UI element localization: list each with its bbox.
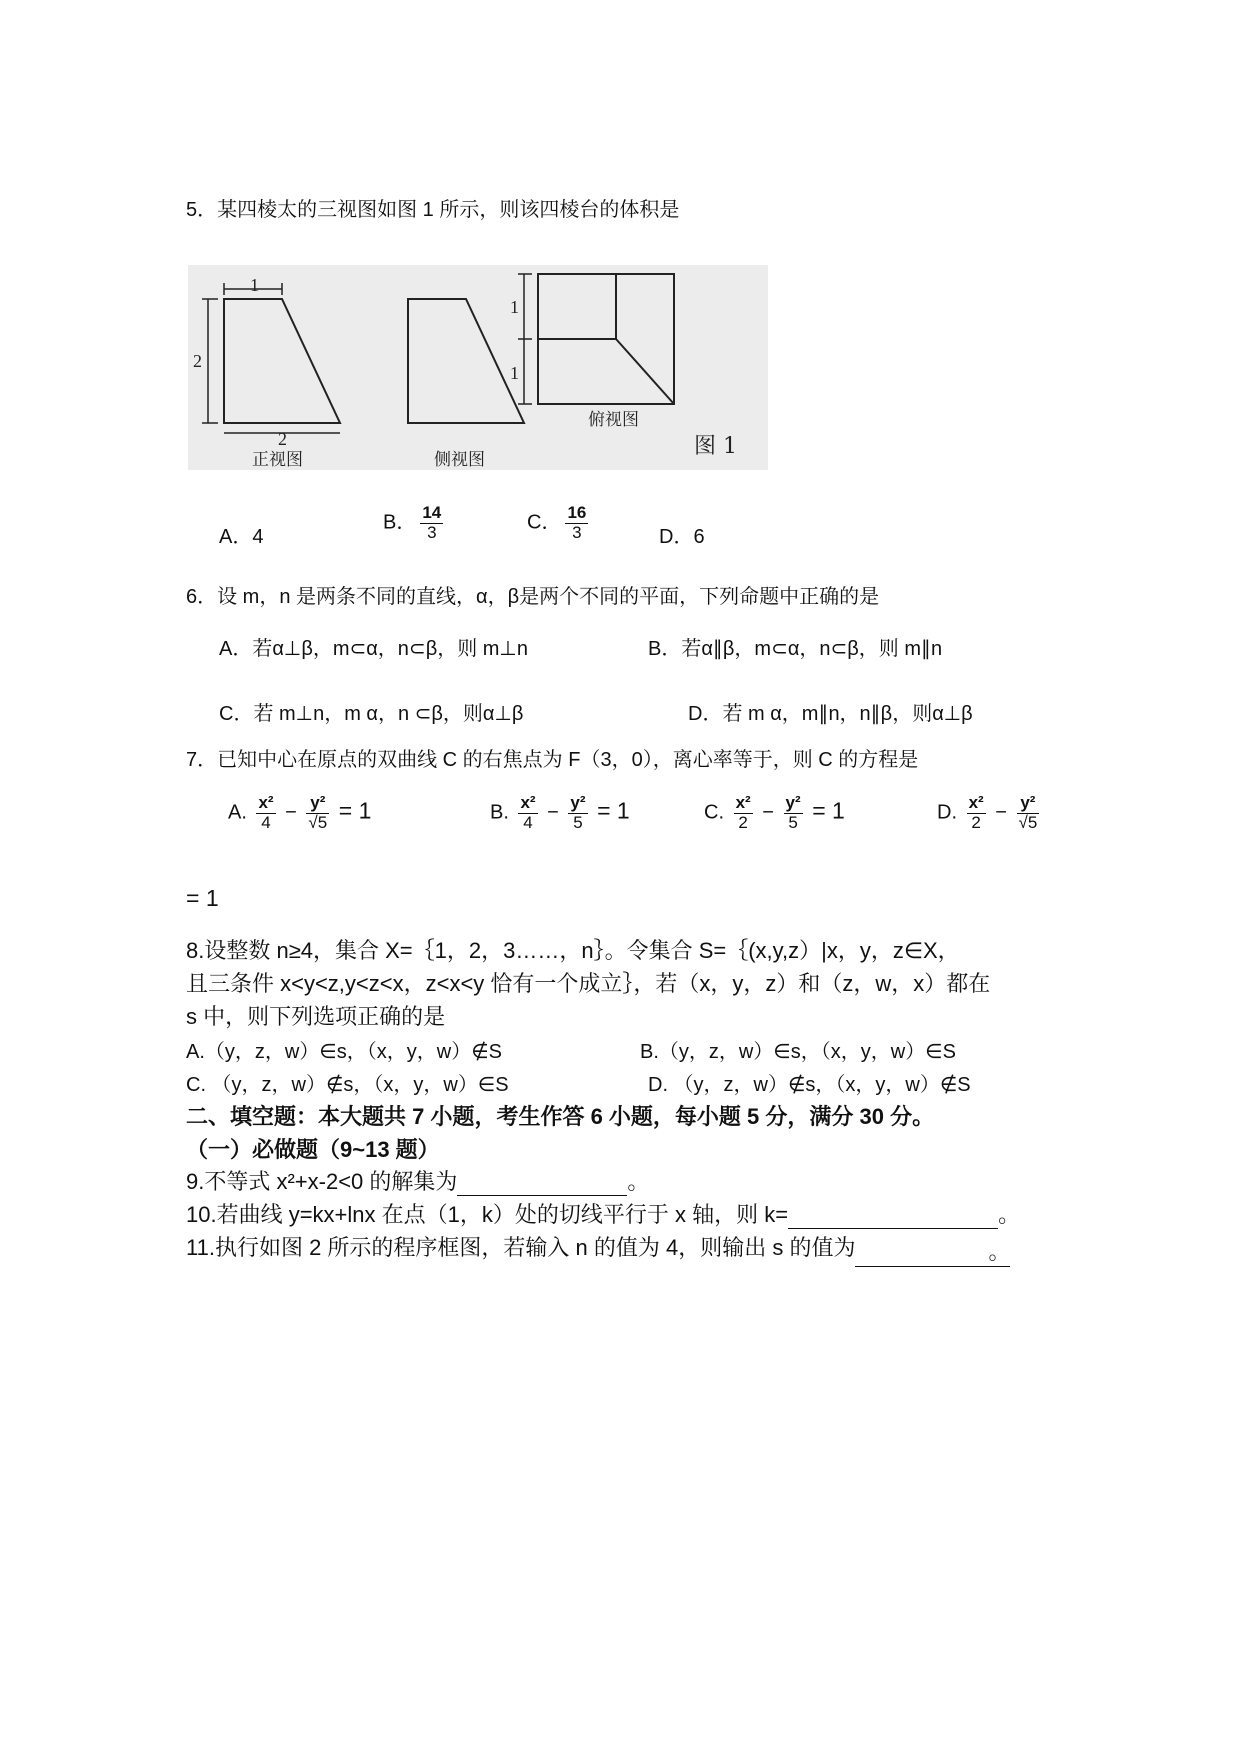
q8-option-a: A.（y，z，w）∈s，（x，y，w）∉S	[186, 1041, 502, 1063]
q8-line-1: 8.设整数 n≥4，集合 X=｛1，2，3……，n｝。令集合 S=｛(x,y,z）|x，y，z∈X，	[186, 938, 960, 963]
q7-option-d: D. $\frac{\text{x²}}{2}$ − $\frac{\text{y²}}{√5}$	[937, 793, 1038, 832]
q6-option-a: A．若α⊥β，m⊂α，n⊂β，则 m⊥n	[219, 638, 528, 660]
q8-line-3: s 中，则下列选项正确的是	[186, 1004, 446, 1029]
q6-option-d: D．若 m α，m∥n，n∥β，则α⊥β	[688, 703, 973, 725]
dim-left: 2	[193, 351, 202, 371]
section-2-title: 二、填空题：本大题共 7 小题，考生作答 6 小题，每小题 5 分，满分 30 分。	[186, 1104, 935, 1129]
dim-top: 1	[250, 275, 259, 295]
q5-option-a: A．4	[219, 526, 264, 548]
q6-option-b: B．若α∥β，m⊂α，n⊂β，则 m∥n	[648, 638, 943, 660]
side-view-label: 侧视图	[434, 450, 485, 470]
q5-option-c: C． $\frac{16}{3}$	[527, 503, 587, 542]
figure-number: 图 1	[694, 434, 737, 459]
q8-line-2: 且三条件 x<y<z,y<z<x，z<x<y 恰有一个成立｝，若（x，y，z）和（z，w，x）都在	[186, 971, 991, 996]
q7-option-d-tail: = 1	[186, 885, 219, 911]
q11-answer-blank[interactable]: 。	[855, 1235, 1010, 1267]
q7-option-b: B. $\frac{\text{x²}}{4}$ − $\frac{\text{y²}}{5}$ = 1	[490, 793, 630, 832]
top-view-label: 俯视图	[588, 410, 639, 430]
dim-right-lower: 1	[510, 363, 519, 383]
q5-stem: 5．某四棱太的三视图如图 1 所示，则该四棱台的体积是	[186, 199, 680, 221]
dim-bottom: 2	[278, 429, 287, 449]
q7-stem: 7．已知中心在原点的双曲线 C 的右焦点为 F（3，0），离心率等于，则 C 的方程是	[186, 749, 919, 771]
q9: 9.不等式 x²+x-2<0 的解集为 。	[186, 1169, 650, 1194]
q11: 11.执行如图 2 所示的程序框图，若输入 n 的值为 4，则输出 s 的值为 。	[186, 1231, 1010, 1267]
q8-option-c: C. （y，z，w）∉s，（x，y，w）∈S	[186, 1074, 509, 1096]
q10-answer-blank[interactable]	[788, 1202, 998, 1229]
q7-option-a: A. $\frac{\text{x²}}{4}$ − $\frac{\text{y²}}{√5}$ = 1	[228, 793, 372, 832]
q6-option-c: C．若 m⊥n，m α，n ⊂β，则α⊥β	[219, 703, 524, 725]
q8-option-d: D. （y，z，w）∉s，（x，y，w）∉S	[648, 1074, 971, 1096]
q10: 10.若曲线 y=kx+lnx 在点（1，k）处的切线平行于 x 轴，则 k= 。	[186, 1202, 1021, 1227]
dim-right-upper: 1	[510, 297, 519, 317]
q5-option-d: D．6	[659, 526, 705, 548]
three-view-figure	[188, 265, 768, 470]
front-view-label: 正视图	[252, 450, 303, 470]
q5-option-b: B． $\frac{14}{3}$	[383, 503, 442, 542]
section-2-subtitle: （一）必做题（9~13 题）	[186, 1137, 440, 1162]
q7-option-c: C. $\frac{\text{x²}}{2}$ − $\frac{\text{y²}}{5}$ = 1	[704, 793, 845, 832]
q8-option-b: B.（y，z，w）∈s，（x，y，w）∈S	[640, 1041, 956, 1063]
q6-stem: 6．设 m，n 是两条不同的直线，α，β是两个不同的平面，下列命题中正确的是	[186, 586, 880, 608]
q9-answer-blank[interactable]	[457, 1169, 627, 1196]
